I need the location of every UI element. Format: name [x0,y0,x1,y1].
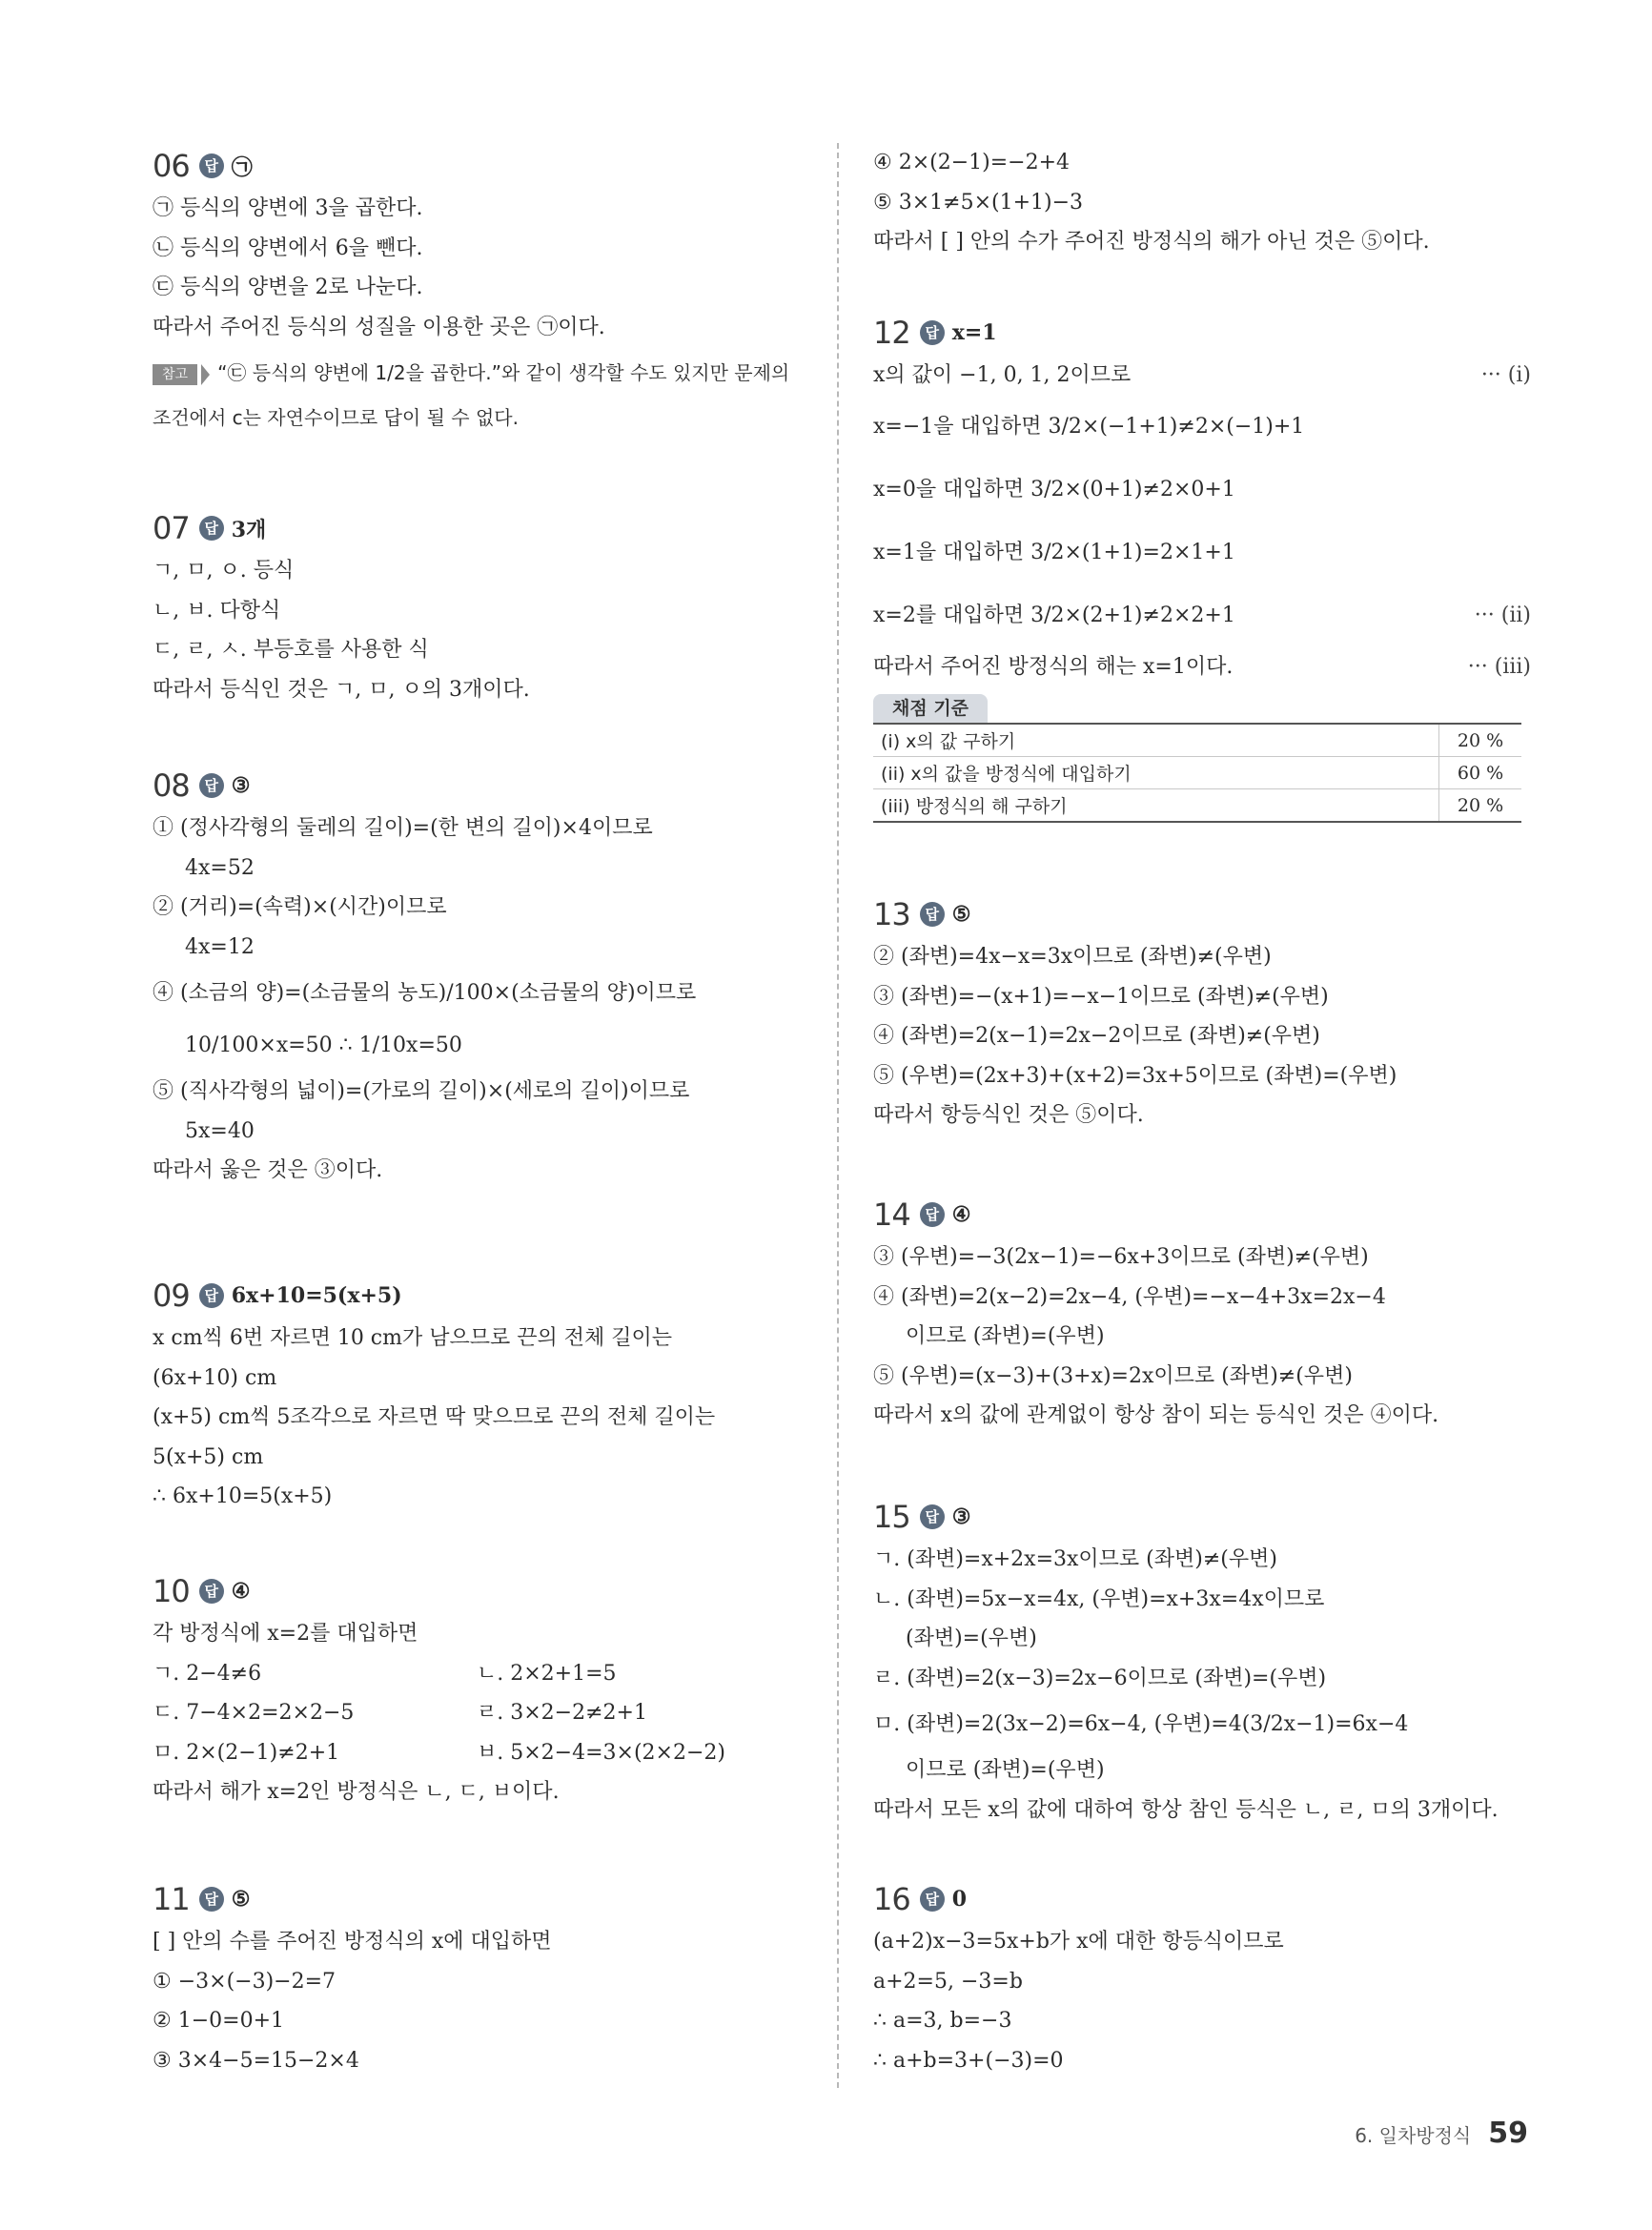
answer-badge: 답 [920,320,945,345]
equation-item: ㄷ. 7−4×2=2×2−5 [153,1701,355,1725]
note-line [153,347,810,399]
solution-line: ㄷ, ㄹ, ㅅ. 부등호를 사용한 식 [153,638,429,662]
solution-text: x=2를 대입하면 3/2×(2+1)≠2×2+1 [873,603,1235,627]
table-row [873,757,1521,789]
answer: ⑤ [231,1887,251,1912]
note-text: “㉢ 등식의 양변에 1/2을 곱한다.”와 같이 생각할 수도 있지만 문제의 [217,361,790,384]
problem-number: 06 [153,148,190,184]
answer: 0 [951,1887,968,1912]
solution-line: 5(x+5) cm [153,1444,264,1469]
problem-header [873,1876,1531,1922]
solution-line: ② (거리)=(속력)×(시간)이므로 [153,895,447,919]
solution-line: 5x=40 [185,1118,255,1143]
problem-header [873,1192,1531,1238]
answer: ⑤ [951,902,971,927]
solution-line: 따라서 옳은 것은 ③이다. [153,1158,383,1182]
solution-line: (a+2)x−3=5x+b가 x에 대한 항등식이므로 [873,1930,1284,1954]
problem-header [153,505,810,551]
problem-07 [153,505,810,709]
solution-line: [ ] 안의 수를 주어진 방정식의 x에 대입하면 [153,1930,552,1954]
solution-line [873,647,1531,687]
solution-line: x=−1을 대입하면 3/2×(−1+1)≠2×(−1)+1 [873,414,1305,439]
problem-15 [873,1494,1531,1830]
answer: ④ [231,1579,251,1604]
solution-line: 4x=12 [185,934,255,959]
solution-line [873,584,1531,647]
equation-item: ㄱ. 2−4≠6 [153,1661,262,1686]
problem-number: 08 [153,767,190,804]
solution-line: ∴ 6x+10=5(x+5) [153,1484,333,1508]
problem-11 [153,1876,810,2080]
solution-line: ① −3×(−3)−2=7 [153,1969,337,1994]
answer-badge: 답 [920,902,945,927]
criteria-title: 채점 기준 [873,694,988,723]
solution-line: ㉢ 등식의 양변을 2로 나눈다. [153,276,423,299]
solution-line: ③ 3×4−5=15−2×4 [153,2048,359,2073]
table-row [873,724,1521,757]
answer-badge: 답 [199,773,224,798]
solution-line: ㄴ. (좌변)=5x−x=4x, (우변)=x+3x=4x이므로 [873,1586,1325,1611]
problem-number: 11 [153,1881,190,1917]
problem-number: 09 [153,1278,190,1314]
problem-header [153,1568,810,1614]
step-mark: ··· (ii) [1474,603,1531,627]
problem-number: 15 [873,1499,910,1535]
solution-line: ∴ a=3, b=−3 [873,2009,1012,2033]
solution-line [873,356,1531,396]
solution-line: ⑤ 3×1≠5×(1+1)−3 [873,190,1084,215]
equation-item: ㅂ. 5×2−4=3×(2×2−2) [477,1740,725,1765]
solution-line: 따라서 주어진 등식의 성질을 이용한 곳은 ㉠이다. [153,315,605,339]
answer: 3개 [231,517,267,542]
solution-line: 4x=52 [185,855,255,880]
problem-09 [153,1273,810,1517]
solution-text: 따라서 주어진 방정식의 해는 x=1이다. [873,654,1234,679]
problem-header [153,143,810,189]
solution-line: (6x+10) cm [153,1365,277,1390]
problem-header [153,1876,810,1922]
solution-line: ③ (좌변)=−(x+1)=−x−1이므로 (좌변)≠(우변) [873,984,1329,1009]
answer-badge: 답 [920,1887,945,1912]
solution-line: ④ (좌변)=2(x−2)=2x−4, (우변)=−x−4+3x=2x−4 [873,1284,1386,1309]
problem-number: 12 [873,315,910,351]
answer: ㉠ [231,154,253,180]
grading-criteria [873,694,1531,823]
solution-line: 이므로 (좌변)=(우변) [906,1758,1105,1782]
problem-header [873,1494,1531,1540]
note-tag: 참고 [153,364,197,385]
table-row [873,789,1521,823]
criteria-table [873,723,1521,823]
answer: ④ [951,1202,971,1227]
problem-11-continued [873,143,1531,262]
note-line: 조건에서 c는 자연수이므로 답이 될 수 없다. [153,406,519,429]
solution-line: ㉠ 등식의 양변에 3을 곱한다. [153,196,423,220]
problem-number: 16 [873,1881,910,1917]
criteria-item: (i) x의 값 구하기 [873,724,1439,757]
answer: ③ [951,1504,971,1529]
solution-line: ⑤ (우변)=(x−3)+(3+x)=2x이므로 (좌변)≠(우변) [873,1363,1353,1388]
problem-16 [873,1876,1531,2080]
solution-line: (좌변)=(우변) [906,1626,1037,1650]
solution-line: ⑤ (직사각형의 넓이)=(가로의 길이)×(세로의 길이)이므로 [153,1079,690,1103]
solution-line: ① (정사각형의 둘레의 길이)=(한 변의 길이)×4이므로 [153,816,653,840]
solution-line: ⑤ (우변)=(2x+3)+(x+2)=3x+5이므로 (좌변)=(우변) [873,1063,1397,1088]
solution-line: ④ (소금의 양)=(소금물의 농도)/100×(소금물의 양)이므로 [153,981,697,1005]
problem-number: 14 [873,1197,910,1233]
answer-badge: 답 [199,153,224,178]
solution-text: x의 값이 −1, 0, 1, 2이므로 [873,363,1132,387]
solution-line: ④ (좌변)=2(x−1)=2x−2이므로 (좌변)≠(우변) [873,1024,1320,1048]
solution-line: 따라서 [ ] 안의 수가 주어진 방정식의 해가 아닌 것은 ⑤이다. [873,230,1430,254]
problem-06 [153,143,810,439]
problem-12 [873,310,1531,823]
solution-line: 따라서 해가 x=2인 방정식은 ㄴ, ㄷ, ㅂ이다. [153,1780,560,1804]
solution-line: 이므로 (좌변)=(우변) [906,1324,1105,1348]
arrow-icon [201,364,210,385]
equation-item: ㅁ. 2×(2−1)≠2+1 [153,1740,340,1765]
solution-line: ㄱ. (좌변)=x+2x=3x이므로 (좌변)≠(우변) [873,1547,1277,1571]
answer-badge: 답 [199,1887,224,1912]
step-mark: ··· (i) [1480,363,1531,387]
problem-number: 07 [153,510,190,546]
solution-line: x=1을 대입하면 3/2×(1+1)=2×1+1 [873,540,1235,564]
answer-badge: 답 [199,516,224,541]
answer-badge: 답 [920,1202,945,1227]
column-divider [837,143,839,2088]
criteria-item: (iii) 방정식의 해 구하기 [873,789,1439,823]
equation-item: ㄴ. 2×2+1=5 [477,1661,617,1686]
solution-line: x cm씩 6번 자르면 10 cm가 남으므로 끈의 전체 길이는 [153,1326,672,1350]
answer-badge: 답 [199,1283,224,1308]
solution-line: ④ 2×(2−1)=−2+4 [873,151,1071,174]
problem-13 [873,891,1531,1135]
chapter-title: 6. 일차방정식 [1355,2124,1472,2147]
answer: 6x+10=5(x+5) [231,1283,402,1308]
criteria-percent: 20 % [1439,789,1522,823]
equation-grid [153,1654,810,1773]
solution-line: ㄴ, ㅂ. 다항식 [153,598,281,623]
problem-header [873,310,1531,356]
solution-line: x=0을 대입하면 3/2×(0+1)≠2×0+1 [873,477,1235,501]
problem-number: 13 [873,896,910,932]
answer-badge: 답 [199,1579,224,1604]
solution-line: 각 방정식에 x=2를 대입하면 [153,1622,418,1646]
problem-number: 10 [153,1573,190,1609]
solution-line: ㅁ. (좌변)=2(3x−2)=6x−4, (우변)=4(3/2x−1)=6x−4 [873,1712,1409,1736]
problem-08 [153,763,810,1191]
solution-line: ㉡ 등식의 양변에서 6을 뺀다. [153,235,423,260]
problem-14 [873,1192,1531,1436]
answer: x=1 [951,320,997,345]
solution-line: 따라서 모든 x의 값에 대하여 항상 참인 등식은 ㄴ, ㄹ, ㅁ의 3개이다. [873,1797,1499,1822]
solution-line: (x+5) cm씩 5조각으로 자르면 딱 맞으므로 끈의 전체 길이는 [153,1405,716,1429]
solution-line: ② 1−0=0+1 [153,2009,285,2033]
solution-line: ∴ a+b=3+(−3)=0 [873,2048,1064,2073]
solution-line: ② (좌변)=4x−x=3x이므로 (좌변)≠(우변) [873,945,1272,969]
answer-badge: 답 [920,1504,945,1529]
solution-line: 따라서 x의 값에 관계없이 항상 참이 되는 등식인 것은 ④이다. [873,1403,1439,1427]
equation-item: ㄹ. 3×2−2≠2+1 [477,1701,647,1725]
solution-line: 10/100×x=50 ∴ 1/10x=50 [185,1033,462,1057]
page-number: 59 [1488,2117,1528,2150]
solution-line: a+2=5, −3=b [873,1969,1023,1994]
criteria-percent: 60 % [1439,757,1522,789]
problem-10 [153,1568,810,1812]
step-mark: ··· (iii) [1467,654,1531,679]
problem-header [873,891,1531,937]
solution-line: ㄱ, ㅁ, ㅇ. 등식 [153,559,295,583]
solution-line: 따라서 등식인 것은 ㄱ, ㅁ, ㅇ의 3개이다. [153,677,530,702]
problem-header [153,763,810,808]
answer: ③ [231,773,251,798]
solution-line: 따라서 항등식인 것은 ⑤이다. [873,1103,1144,1127]
solution-line: ㄹ. (좌변)=2(x−3)=2x−6이므로 (좌변)=(우변) [873,1666,1327,1690]
criteria-item: (ii) x의 값을 방정식에 대입하기 [873,757,1439,789]
solution-line: ③ (우변)=−3(2x−1)=−6x+3이므로 (좌변)≠(우변) [873,1245,1369,1269]
problem-header [153,1273,810,1319]
page-footer [1355,2117,1528,2150]
criteria-percent: 20 % [1439,724,1522,757]
